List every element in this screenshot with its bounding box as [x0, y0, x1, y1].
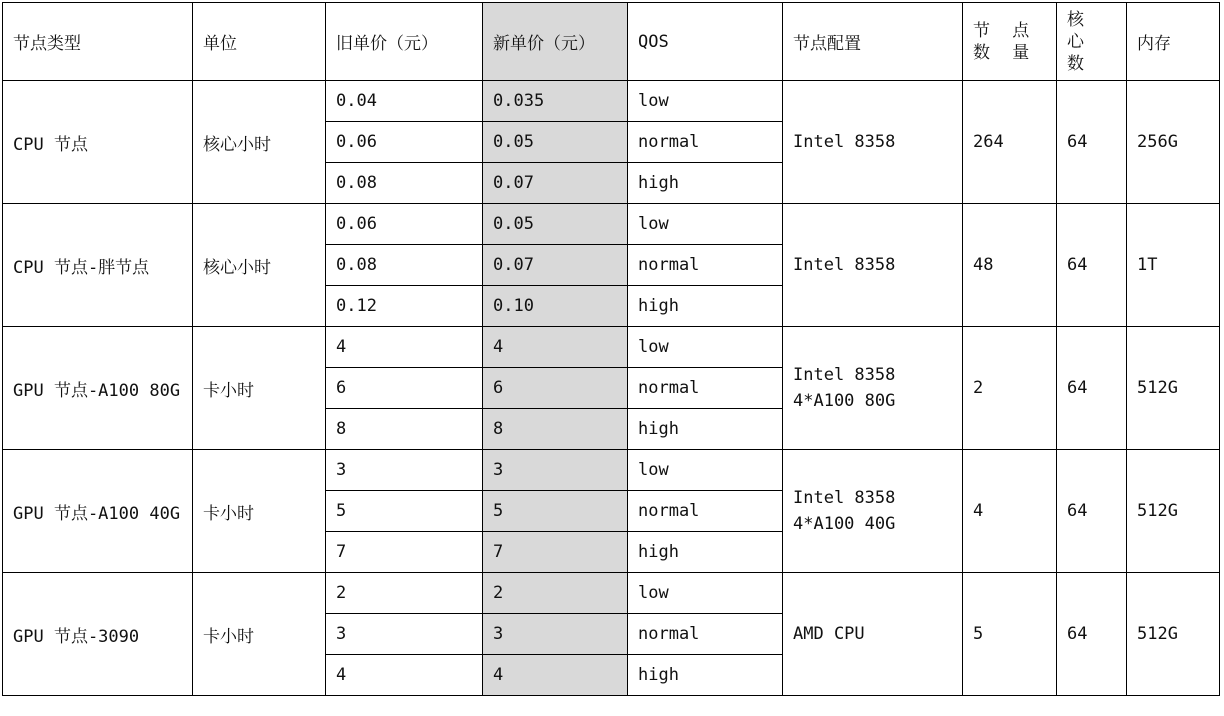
old-price-cell: 0.06 — [326, 204, 483, 245]
new-price-cell: 0.05 — [483, 122, 628, 163]
new-price-cell: 5 — [483, 491, 628, 532]
old-price-cell: 8 — [326, 409, 483, 450]
node-count-cell: 2 — [963, 327, 1057, 450]
header-cores: 核 心 数 — [1057, 3, 1127, 81]
new-price-cell: 0.07 — [483, 245, 628, 286]
table-body — [3, 81, 1220, 696]
qos-cell: high — [628, 532, 783, 573]
old-price-cell: 0.08 — [326, 163, 483, 204]
cores-cell: 64 — [1057, 81, 1127, 204]
old-price-cell: 7 — [326, 532, 483, 573]
table-row — [3, 204, 1220, 245]
qos-cell: low — [628, 573, 783, 614]
old-price-cell: 4 — [326, 327, 483, 368]
node-config-line: 4*A100 40G — [793, 514, 896, 534]
node-config-line: Intel 8358 — [793, 488, 896, 508]
table-row — [3, 81, 1220, 122]
new-price-cell: 4 — [483, 327, 628, 368]
old-price-cell: 5 — [326, 491, 483, 532]
memory-cell: 512G — [1127, 327, 1220, 450]
header-unit: 单位 — [193, 3, 326, 81]
cores-cell: 64 — [1057, 450, 1127, 573]
old-price-cell: 4 — [326, 655, 483, 696]
cores-cell: 64 — [1057, 204, 1127, 327]
node-config-cell — [783, 450, 963, 573]
new-price-cell: 0.035 — [483, 81, 628, 122]
new-price-cell: 0.10 — [483, 286, 628, 327]
cores-cell: 64 — [1057, 573, 1127, 696]
qos-cell: low — [628, 327, 783, 368]
memory-cell: 1T — [1127, 204, 1220, 327]
node-config-line: Intel 8358 — [793, 255, 896, 275]
new-price-cell: 3 — [483, 450, 628, 491]
header-node-config: 节点配置 — [783, 3, 963, 81]
memory-cell: 512G — [1127, 450, 1220, 573]
node-type-cell: GPU 节点-A100 40G — [3, 450, 193, 573]
qos-cell: high — [628, 286, 783, 327]
qos-cell: high — [628, 409, 783, 450]
node-count-cell: 48 — [963, 204, 1057, 327]
new-price-cell: 6 — [483, 368, 628, 409]
unit-cell: 卡小时 — [193, 327, 326, 450]
qos-cell: low — [628, 81, 783, 122]
node-config-line: 4*A100 80G — [793, 391, 896, 411]
header-new-price: 新单价（元） — [483, 3, 628, 81]
node-type-cell: CPU 节点-胖节点 — [3, 204, 193, 327]
qos-cell: normal — [628, 245, 783, 286]
node-config-cell — [783, 327, 963, 450]
cores-cell: 64 — [1057, 327, 1127, 450]
node-config-cell — [783, 573, 963, 696]
unit-cell: 卡小时 — [193, 573, 326, 696]
memory-cell: 512G — [1127, 573, 1220, 696]
header-node-type: 节点类型 — [3, 3, 193, 81]
header-node-count: 节 点 数 量 — [963, 3, 1057, 81]
qos-cell: high — [628, 655, 783, 696]
node-config-cell — [783, 204, 963, 327]
qos-cell: normal — [628, 491, 783, 532]
new-price-cell: 0.07 — [483, 163, 628, 204]
node-count-cell: 264 — [963, 81, 1057, 204]
qos-cell: low — [628, 204, 783, 245]
qos-cell: high — [628, 163, 783, 204]
unit-cell: 核心小时 — [193, 81, 326, 204]
memory-cell: 256G — [1127, 81, 1220, 204]
old-price-cell: 0.04 — [326, 81, 483, 122]
qos-cell: normal — [628, 122, 783, 163]
qos-cell: normal — [628, 368, 783, 409]
header-qos: QOS — [628, 3, 783, 81]
node-count-cell: 5 — [963, 573, 1057, 696]
node-type-cell: GPU 节点-A100 80G — [3, 327, 193, 450]
old-price-cell: 6 — [326, 368, 483, 409]
header-old-price: 旧单价（元） — [326, 3, 483, 81]
new-price-cell: 4 — [483, 655, 628, 696]
old-price-cell: 3 — [326, 450, 483, 491]
node-type-cell: CPU 节点 — [3, 81, 193, 204]
table-row — [3, 450, 1220, 491]
pricing-table — [2, 2, 1220, 696]
new-price-cell: 8 — [483, 409, 628, 450]
qos-cell: low — [628, 450, 783, 491]
qos-cell: normal — [628, 614, 783, 655]
new-price-cell: 2 — [483, 573, 628, 614]
node-count-cell: 4 — [963, 450, 1057, 573]
header-row — [3, 3, 1220, 81]
new-price-cell: 3 — [483, 614, 628, 655]
header-memory: 内存 — [1127, 3, 1220, 81]
new-price-cell: 7 — [483, 532, 628, 573]
node-config-cell — [783, 81, 963, 204]
old-price-cell: 0.06 — [326, 122, 483, 163]
old-price-cell: 2 — [326, 573, 483, 614]
node-type-cell: GPU 节点-3090 — [3, 573, 193, 696]
old-price-cell: 0.08 — [326, 245, 483, 286]
node-config-line: Intel 8358 — [793, 365, 896, 385]
old-price-cell: 3 — [326, 614, 483, 655]
node-config-line: AMD CPU — [793, 624, 865, 644]
unit-cell: 核心小时 — [193, 204, 326, 327]
unit-cell: 卡小时 — [193, 450, 326, 573]
old-price-cell: 0.12 — [326, 286, 483, 327]
node-config-line: Intel 8358 — [793, 132, 896, 152]
table-row — [3, 327, 1220, 368]
new-price-cell: 0.05 — [483, 204, 628, 245]
table-row — [3, 573, 1220, 614]
